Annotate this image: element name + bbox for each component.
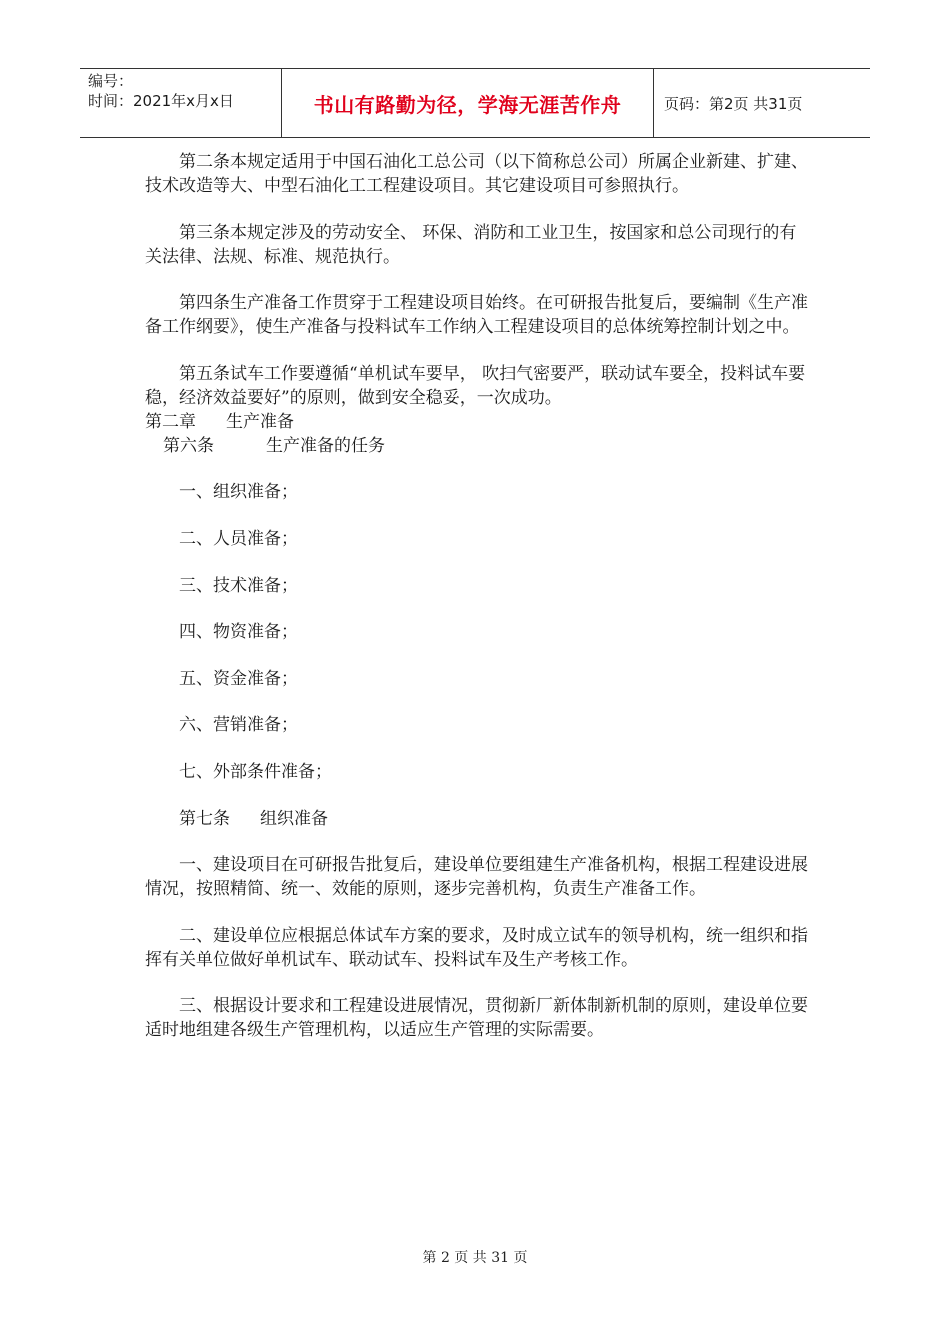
page-footer: 第 2 页 共 31 页 bbox=[422, 1250, 528, 1266]
task-item: 四、物资准备； bbox=[179, 622, 298, 643]
article-number: 第六条 bbox=[163, 435, 214, 456]
header-motto: 书山有路勤为径，学海无涯苦作舟 bbox=[282, 69, 654, 137]
article-3: 第三条本规定涉及的劳动安全、 环保、消防和工业卫生，按国家和总公司现行的有关法律、法规、标准、规范执行。 bbox=[145, 222, 797, 267]
article-7-heading bbox=[145, 807, 813, 831]
chapter-title: 生产准备 bbox=[226, 411, 294, 432]
article-6-heading bbox=[145, 434, 813, 458]
article-7-item: 二、建设单位应根据总体试车方案的要求，及时成立试车的领导机构，统一组织和指挥有关单位做好单机试车、联动试车、投料试车及生产考核工作。 bbox=[145, 925, 808, 970]
document-body bbox=[145, 150, 813, 1042]
article-4: 第四条生产准备工作贯穿于工程建设项目始终。在可研报告批复后，要编制《生产准备工作纲要》，使生产准备与投料试车工作纳入工程建设项目的总体统筹控制计划之中。 bbox=[145, 293, 808, 338]
chapter-2-heading bbox=[145, 410, 813, 434]
page-header bbox=[80, 68, 870, 138]
article-7-item: 一、建设项目在可研报告批复后，建设单位要组建生产准备机构，根据工程建设进展情况，按照精简、统一、效能的原则，逐步完善机构，负责生产准备工作。 bbox=[145, 855, 808, 900]
task-item: 二、人员准备； bbox=[179, 528, 298, 549]
article-7-item: 三、根据设计要求和工程建设进展情况，贯彻新厂新体制新机制的原则，建设单位要适时地组建各级生产管理机构，以适应生产管理的实际需要。 bbox=[145, 996, 808, 1041]
document-number-label: 编号： bbox=[88, 72, 134, 90]
task-item: 一、组织准备； bbox=[179, 482, 298, 503]
article-2: 第二条本规定适用于中国石油化工总公司（以下简称总公司）所属企业新建、扩建、技术改造等大、中型石油化工工程建设项目。其它建设项目可参照执行。 bbox=[145, 152, 808, 196]
task-item: 七、外部条件准备； bbox=[179, 761, 332, 782]
task-item: 五、资金准备； bbox=[179, 668, 298, 689]
header-meta bbox=[80, 69, 282, 137]
article-5: 第五条试车工作要遵循“单机试车要早， 吹扫气密要严，联动试车要全，投料试车要稳，经济效益要好”的原则，做到安全稳妥，一次成功。 bbox=[145, 363, 806, 408]
task-item: 三、技术准备； bbox=[179, 575, 298, 596]
article-title: 生产准备的任务 bbox=[266, 435, 385, 456]
article-number: 第七条 bbox=[179, 808, 230, 829]
task-item: 六、营销准备； bbox=[179, 715, 298, 736]
chapter-number: 第二章 bbox=[145, 411, 196, 432]
article-title: 组织准备 bbox=[260, 808, 328, 829]
header-page-info: 页码：第2页 共31页 bbox=[664, 94, 803, 113]
document-date: 时间：2021年x月x日 bbox=[88, 92, 234, 110]
